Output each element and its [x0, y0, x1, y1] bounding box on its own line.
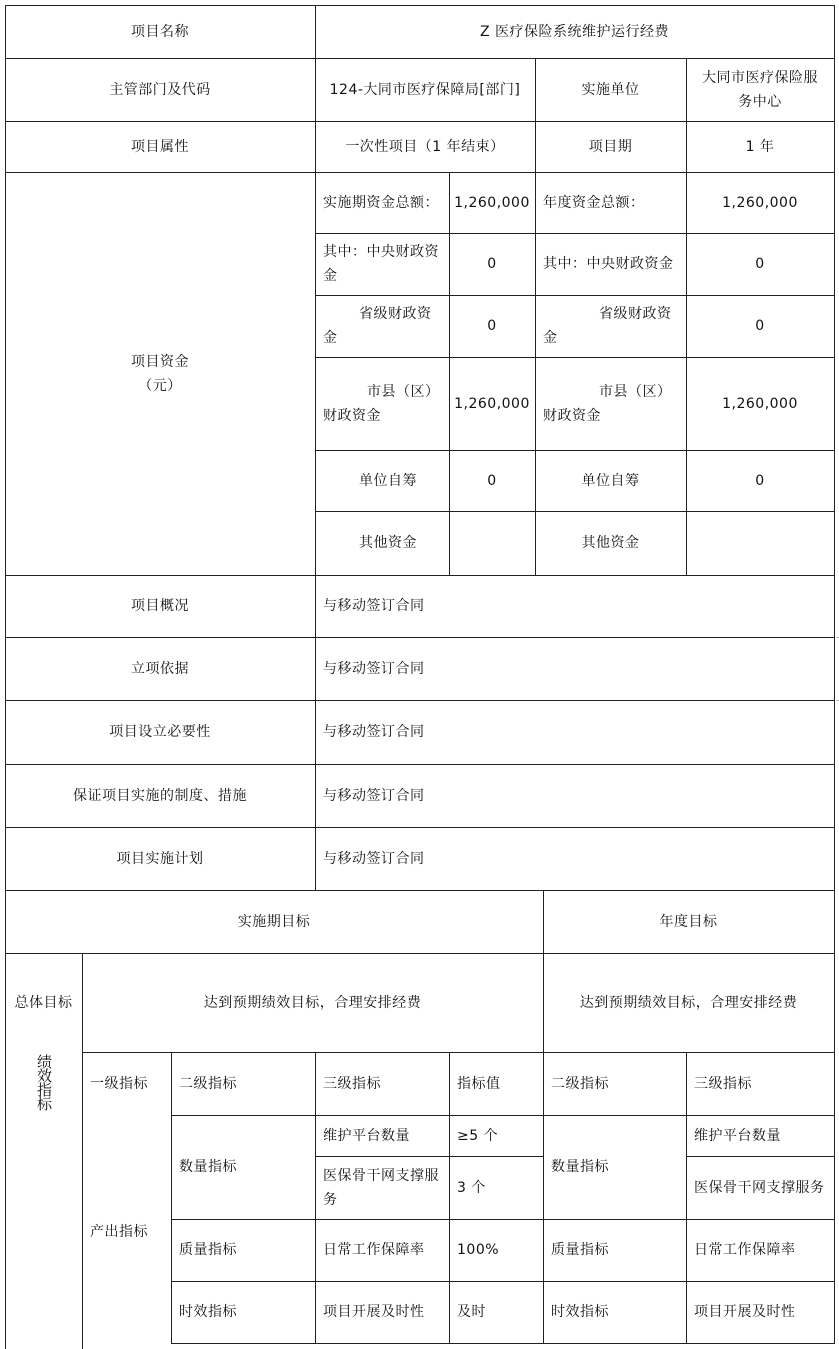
grid-line: [535, 58, 536, 575]
fund-row-annual-value: 0: [755, 256, 765, 272]
fund-row-annual-label: 其中：中央财政资金: [543, 256, 674, 272]
info-label: 项目实施计划: [116, 850, 204, 867]
info-value: 与移动签订合同: [323, 724, 425, 740]
period-goal-header: 实施期目标: [237, 913, 311, 930]
fund-row-annual-label: 其他资金: [581, 535, 640, 551]
fund-row-value: 0: [487, 472, 497, 489]
fund-row-annual-label: 市县（区）财政资金: [543, 383, 672, 424]
overall-goal-period: 达到预期绩效目标，合理安排经费: [203, 994, 422, 1011]
fund-row-annual-label: 年度资金总额：: [543, 194, 645, 211]
info-label: 立项依据: [131, 660, 189, 677]
fund-row-annual-label: 省级财政资金: [543, 306, 672, 346]
annual-level3-item: 项目开展及时性: [694, 1304, 796, 1320]
annual-level3-item: 日常工作保障率: [694, 1242, 796, 1258]
grid-line: [5, 890, 835, 891]
fund-row-value: 0: [487, 256, 497, 272]
info-label: 项目设立必要性: [109, 724, 211, 740]
attr-label: 项目属性: [131, 138, 189, 155]
period-value: 1 年: [745, 138, 775, 155]
annual-level2-quality: 质量指标: [551, 1242, 609, 1258]
indicator-value: 3 个: [457, 1179, 486, 1196]
project-name-label: 项目名称: [131, 24, 189, 40]
grid-line: [449, 1052, 450, 1344]
annual-level2-quantity: 数量指标: [551, 1159, 609, 1175]
fund-row-label: 市县（区）财政资金: [323, 383, 440, 424]
grid-line: [315, 511, 835, 512]
level2-quality: 质量指标: [179, 1242, 237, 1258]
grid-line: [171, 1219, 835, 1220]
indicator-value: 100%: [457, 1242, 500, 1258]
level2-timeliness: 时效指标: [179, 1304, 237, 1320]
funds-label-line1: 项目资金: [131, 353, 189, 370]
annual-level3-item: 维护平台数量: [694, 1127, 781, 1144]
info-value: 与移动签订合同: [323, 850, 425, 867]
fund-row-value: 1,260,000: [454, 395, 530, 412]
fund-row-label: 省级财政资金: [323, 306, 432, 346]
indicator-side-text: 绩效指标: [35, 1054, 53, 1110]
annual-level3-item: 医保骨干网支撑服务: [694, 1179, 825, 1196]
grid-line: [686, 58, 687, 575]
grid-line: [171, 1052, 172, 1344]
grid-line: [5, 637, 835, 638]
level3-item: 医保骨干网支撑服务: [323, 1167, 439, 1208]
grid-line: [171, 1115, 835, 1116]
dept-value: 124-大同市医疗保障局[部门]: [329, 81, 521, 98]
header-annual-level3: 三级指标: [694, 1075, 752, 1092]
fund-row-annual-value: 1,260,000: [722, 395, 798, 412]
grid-line: [171, 1281, 835, 1282]
info-value: 与移动签订合同: [323, 598, 425, 614]
grid-line: [686, 1052, 687, 1344]
dept-label: 主管部门及代码: [109, 81, 211, 98]
indicator-value: 及时: [457, 1304, 486, 1320]
grid-line: [82, 1052, 835, 1053]
fund-row-value: 1,260,000: [454, 194, 530, 211]
grid-line: [5, 58, 835, 59]
header-level1: 一级指标: [90, 1075, 148, 1092]
info-label: 项目概况: [131, 598, 189, 614]
fund-row-annual-value: 1,260,000: [722, 194, 798, 211]
fund-row-label: 其中：中央财政资金: [323, 244, 439, 284]
grid-line: [5, 575, 835, 576]
grid-line: [82, 953, 83, 1349]
grid-line: [315, 233, 835, 234]
grid-line: [315, 1052, 316, 1344]
fund-row-value: [449, 511, 535, 575]
grid-line: [543, 890, 544, 1344]
info-label: 保证项目实施的制度、措施: [73, 787, 247, 804]
annual-goal-header: 年度目标: [659, 913, 718, 930]
overall-goal-annual: 达到预期绩效目标，合理安排经费: [579, 994, 798, 1011]
grid-line: [315, 5, 316, 890]
header-level2: 二级指标: [179, 1075, 237, 1092]
level3-item: 日常工作保障率: [323, 1242, 425, 1258]
fund-row-label: 其他资金: [359, 535, 417, 551]
funds-label: [5, 172, 315, 575]
fund-row-value: 0: [487, 318, 497, 334]
grid-line: [315, 295, 835, 296]
header-level3: 三级指标: [323, 1075, 381, 1092]
period-label: 项目期: [588, 138, 633, 155]
fund-row-annual-label: 单位自筹: [581, 472, 640, 489]
header-value: 指标值: [457, 1075, 501, 1092]
grid-line: [5, 764, 835, 765]
grid-line: [315, 450, 835, 451]
grid-line: [834, 5, 835, 1344]
info-value: 与移动签订合同: [323, 660, 425, 677]
fund-row-annual-value: [686, 511, 834, 575]
fund-row-annual-value: 0: [755, 472, 765, 489]
fund-row-label: 单位自筹: [359, 472, 417, 489]
fund-row-annual-value: 0: [755, 318, 765, 334]
grid-line: [449, 172, 450, 575]
grid-line: [5, 700, 835, 701]
level2-quantity: 数量指标: [179, 1159, 237, 1175]
grid-line: [5, 5, 6, 1349]
indicator-value: ≥5 个: [457, 1127, 499, 1144]
info-value: 与移动签订合同: [323, 787, 425, 804]
funds-label-line2: （元）: [138, 377, 182, 394]
header-annual-level2: 二级指标: [551, 1075, 609, 1092]
grid-line: [5, 827, 835, 828]
level3-item: 项目开展及时性: [323, 1304, 425, 1320]
grid-line: [171, 1343, 835, 1344]
annual-level2-timeliness: 时效指标: [551, 1304, 609, 1320]
indicator-side-label: [5, 1052, 82, 1349]
impl-unit-label: 实施单位: [581, 81, 640, 98]
grid-line: [686, 1156, 835, 1157]
grid-line: [5, 172, 835, 173]
fund-row-label: 实施期资金总额：: [323, 194, 439, 211]
grid-line: [315, 357, 835, 358]
grid-line: [5, 5, 835, 6]
grid-line: [315, 1156, 543, 1157]
project-name-value: Z 医疗保险系统维护运行经费: [479, 24, 670, 40]
impl-unit-value: 大同市医疗保险服务中心: [702, 69, 818, 110]
grid-line: [5, 953, 835, 954]
grid-line: [5, 121, 835, 122]
overall-goal-label: 总体目标: [14, 994, 73, 1011]
level1-output: 产出指标: [90, 1224, 148, 1240]
attr-value: 一次性项目（1 年结束）: [345, 138, 505, 155]
level3-item: 维护平台数量: [323, 1127, 410, 1144]
